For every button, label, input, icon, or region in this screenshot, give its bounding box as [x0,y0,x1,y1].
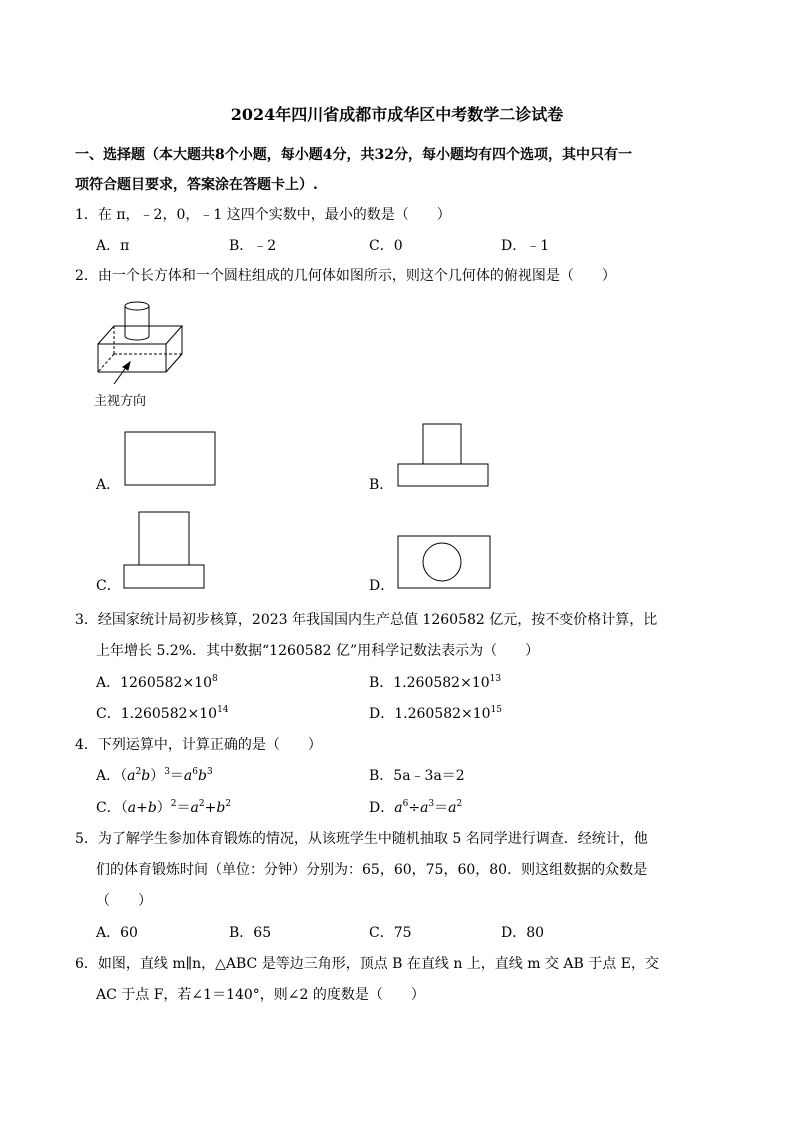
q3-stem-line2: 上年增长 5.2%．其中数据“1260582 亿”用科学记数法表示为（ ） [96,643,540,659]
q2-option-b: B． [369,477,394,493]
q1-option-a: A．π [96,238,130,254]
q2-option-d: D． [369,578,395,594]
q2-option-c: C． [96,578,121,594]
q6-stem-line2: AC 于点 F，若∠1＝140°，则∠2 的度数是（ ） [96,987,425,1003]
solid-figure [92,296,192,386]
q3-option-a: A．$1260582\times 10^8$ [96,674,218,691]
section-heading-line2: 项符合题目要求，答案涂在答题卡上）. [75,177,318,193]
q6-stem-line1: 6．如图，直线 m∥n，△ABC 是等边三角形，顶点 B 在直线 n 上，直线 m 交 AB 于点 E，交 [75,956,659,972]
q4-stem: 4．下列运算中，计算正确的是（ ） [75,737,322,753]
q3-option-c: C．$1.260582\times 10^{14}$ [96,705,229,722]
q5-option-b: B．65 [229,925,272,941]
q4-option-c: C．$(a+b)^2=a^2+b^2$ [96,799,232,816]
section-heading-line1: 一、选择题（本大题共8个小题，每小题4分，共32分，每小题均有四个选项，其中只有一 [75,147,632,163]
view-direction-label: 主视方向 [94,394,147,409]
q5-option-d: D．80 [501,925,545,941]
q5-option-c: C．75 [369,925,412,941]
q1-option-b: B．﹣2 [229,238,277,254]
q2-option-a: A． [96,477,121,493]
q5-stem-line2: 们的体育锻炼时间（单位：分钟）分别为：65，60，75，60，80．则这组数据的众数是 [96,862,648,878]
q4-option-a: A．$(a^2b)^3=a^6b^3$ [96,767,213,784]
page-title: 2024年四川省成都市成华区中考数学二诊试卷 [230,105,564,124]
q4-option-d: D．$a^6\div a^3=a^2$ [369,799,463,816]
q5-option-a: A．60 [96,925,138,941]
q1-option-d: D．﹣1 [501,238,550,254]
q2-stem: 2．由一个长方体和一个圆柱组成的几何体如图所示，则这个几何体的俯视图是（ ） [75,268,616,284]
q3-option-b: B．$1.260582\times 10^{13}$ [369,674,502,691]
q5-stem-line1: 5．为了解学生参加体育锻炼的情况，从该班学生中随机抽取 5 名同学进行调查．经统计，他 [75,831,648,847]
q5-stem-line3: （ ） [96,893,152,909]
q2-option-b-figure [396,423,491,489]
q1-stem: 1．在 π，﹣2，0，﹣1 这四个实数中，最小的数是（ ） [75,207,451,223]
q3-stem-line1: 3．经国家统计局初步核算，2023 年我国国内生产总值 1260582 亿元，按不变价格计算，比 [75,612,658,628]
q1-option-c: C．0 [369,238,403,254]
q4-option-b: B．5a﹣3a＝2 [369,768,465,784]
q2-option-c-figure [122,510,207,590]
q2-option-d-figure [396,534,492,590]
q3-option-d: D．$1.260582\times 10^{15}$ [369,705,503,722]
q2-option-a-figure [123,430,218,488]
